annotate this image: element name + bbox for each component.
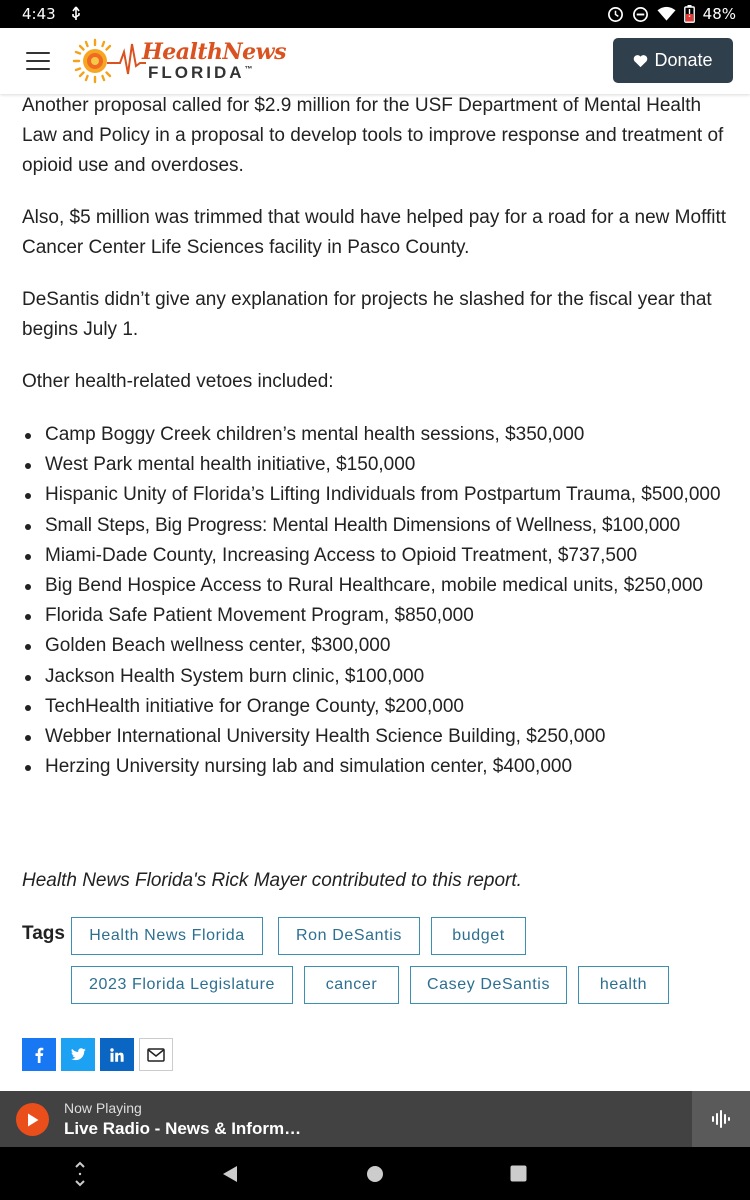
share-linkedin-button[interactable] <box>100 1038 134 1071</box>
menu-line-icon <box>26 60 50 62</box>
battery-percent: 48% <box>702 5 736 23</box>
share-twitter-button[interactable] <box>61 1038 95 1071</box>
heart-icon <box>633 54 648 68</box>
audio-waveform-icon <box>711 1110 731 1128</box>
tag-casey-desantis[interactable]: Casey DeSantis <box>410 966 567 1004</box>
veto-list-item: Jackson Health System burn clinic, $100,000 <box>22 662 734 692</box>
now-playing-title[interactable]: Live Radio - News & Inform… <box>64 1119 302 1138</box>
article-paragraph: DeSantis didn’t give any explanation for projects he slashed for the fiscal year that begins July 1. <box>22 289 712 340</box>
audio-waveform-button[interactable] <box>692 1091 750 1147</box>
system-nav-bar <box>0 1147 750 1200</box>
facebook-icon <box>34 1047 44 1063</box>
tags-label: Tags <box>22 923 65 944</box>
rotate-icon <box>74 1161 86 1187</box>
article-paragraph: Also, $5 million was trimmed that would have helped pay for a road for a new Moffitt Cancer Center Life Sciences facility in Pasco County. <box>22 207 727 258</box>
site-header <box>0 28 750 94</box>
veto-list-item: Golden Beach wellness center, $300,000 <box>22 631 734 661</box>
veto-list-item: TechHealth initiative for Orange County, $200,000 <box>22 692 734 722</box>
status-bar <box>0 0 750 28</box>
donate-button[interactable] <box>613 38 733 83</box>
tag-ron-desantis[interactable]: Ron DeSantis <box>278 917 420 955</box>
email-icon <box>147 1048 165 1062</box>
home-icon <box>366 1165 384 1183</box>
veto-list-item: Camp Boggy Creek children’s mental health sessions, $350,000 <box>22 420 734 450</box>
now-playing-label: Now Playing <box>64 1100 142 1116</box>
tag-health-news-florida[interactable]: Health News Florida <box>71 917 263 955</box>
play-icon <box>27 1113 39 1127</box>
menu-line-icon <box>26 68 50 70</box>
recents-button[interactable] <box>498 1147 538 1200</box>
veto-list-item: Big Bend Hospice Access to Rural Healthcare, mobile medical units, $250,000 <box>22 571 734 601</box>
hamburger-menu-button[interactable] <box>26 52 50 70</box>
menu-line-icon <box>26 52 50 54</box>
home-button[interactable] <box>355 1147 395 1200</box>
veto-list-item: Miami-Dade County, Increasing Access to Opioid Treatment, $737,500 <box>22 541 734 571</box>
dnd-icon <box>632 6 649 23</box>
logo-florida-text: FLORIDA <box>148 63 245 82</box>
article-credit: Health News Florida's Rick Mayer contributed to this report. <box>22 870 522 891</box>
back-button[interactable] <box>210 1147 250 1200</box>
share-email-button[interactable] <box>139 1038 173 1071</box>
rotate-button[interactable] <box>60 1147 100 1200</box>
site-logo[interactable] <box>70 36 286 86</box>
usb-notify-icon <box>70 6 82 22</box>
share-facebook-button[interactable] <box>22 1038 56 1071</box>
tag-health[interactable]: health <box>578 966 669 1004</box>
play-button[interactable] <box>16 1103 49 1136</box>
logo-wordmark-top: HealthNews <box>142 39 286 65</box>
donate-label: Donate <box>654 50 713 70</box>
veto-list-item: Florida Safe Patient Movement Program, $850,000 <box>22 601 734 631</box>
article-paragraph: Other health-related vetoes included: <box>22 371 334 392</box>
article-paragraph: Another proposal called for $2.9 million for the USF Department of Mental Health Law and Policy in a proposal to develop tools to improve response and treatment of opioid use and overdoses. <box>22 95 724 176</box>
now-playing-bar <box>0 1091 750 1147</box>
sun-heartbeat-logo-icon <box>70 36 146 86</box>
veto-list-item: Small Steps, Big Progress: Mental Health Dimensions of Wellness, $100,000 <box>22 511 734 541</box>
tag-2023-florida-legislature[interactable]: 2023 Florida Legislature <box>71 966 293 1004</box>
logo-wordmark-bottom <box>142 64 286 81</box>
recents-icon <box>510 1165 527 1182</box>
veto-list <box>22 420 734 782</box>
tag-cancer[interactable]: cancer <box>304 966 399 1004</box>
logo-trademark: ™ <box>244 64 253 74</box>
twitter-icon <box>71 1048 86 1061</box>
veto-list-item: Webber International University Health Science Building, $250,000 <box>22 722 734 752</box>
back-icon <box>222 1165 238 1183</box>
veto-list-item: West Park mental health initiative, $150,000 <box>22 450 734 480</box>
linkedin-icon <box>110 1048 124 1062</box>
veto-list-item: Hispanic Unity of Florida’s Lifting Individuals from Postpartum Trauma, $500,000 <box>22 480 734 510</box>
veto-list-item: Herzing University nursing lab and simulation center, $400,000 <box>22 752 734 782</box>
sync-icon <box>607 6 624 23</box>
wifi-icon <box>657 6 676 22</box>
tag-budget[interactable]: budget <box>431 917 526 955</box>
status-time: 4:43 <box>22 5 56 23</box>
battery-icon <box>684 5 695 23</box>
